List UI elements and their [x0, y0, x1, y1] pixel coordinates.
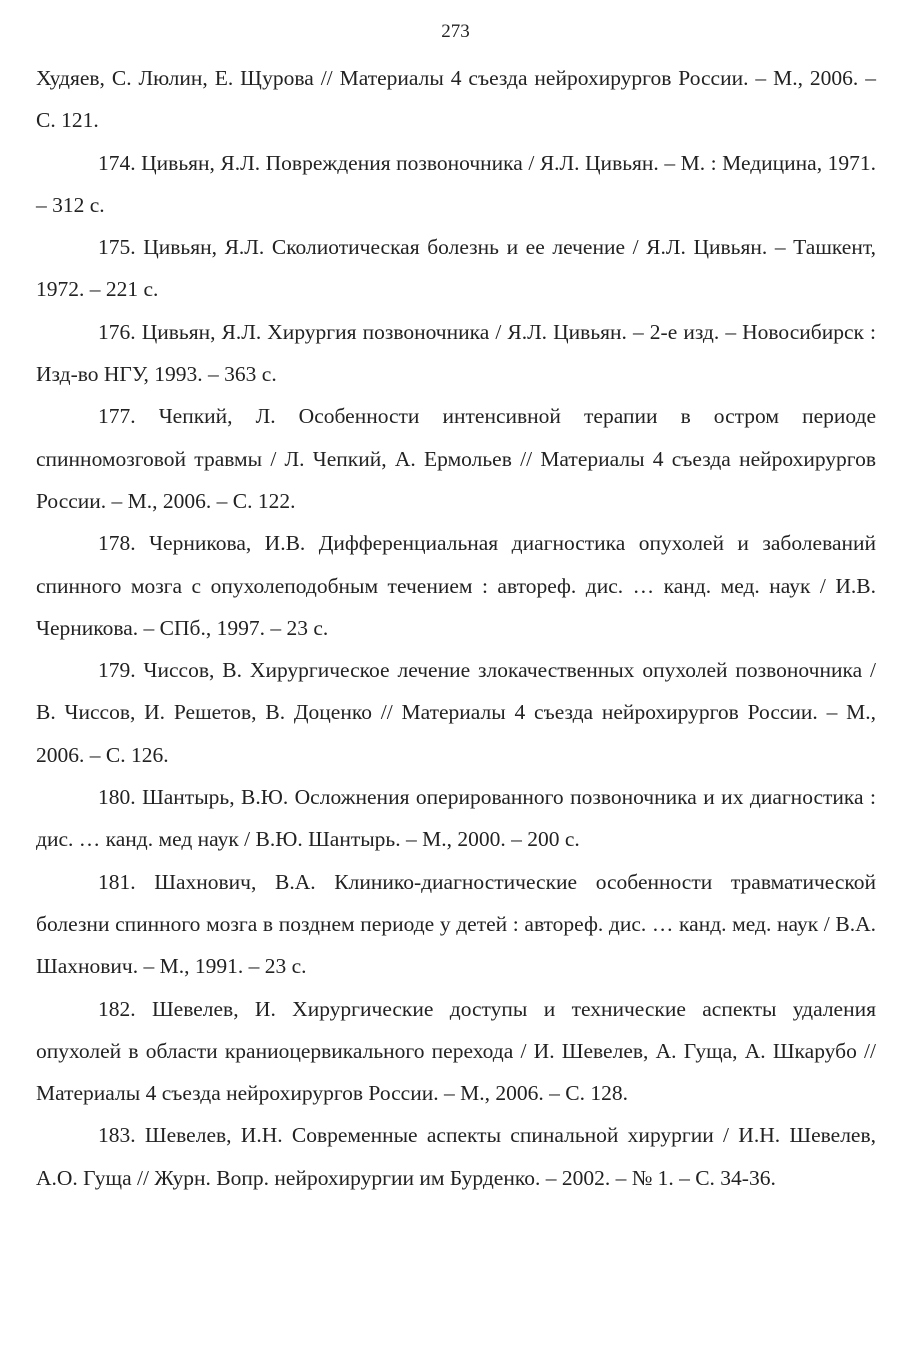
reference-181: 181. Шахнович, В.А. Клинико-диагностические особенности травматической болезни спинного мозга в позднем периоде у детей : автореф. дис. … канд. мед. наук / В.А. Шахнович. – М., 1991. – 23 с. [36, 869, 876, 979]
reference-179: 179. Чиссов, В. Хирургическое лечение злокачественных опухолей позвоночника / В. Чиссов, И. Решетов, В. Доценко // Материалы 4 съезда нейрохирургов России. – М., 2006. – С. 126. [36, 658, 876, 767]
reference-176: 176. Цивьян, Я.Л. Хирургия позвоночника / Я.Л. Цивьян. – 2-е изд. – Новосибирск : Изд-во НГУ, 1993. – 363 с. [36, 319, 876, 387]
reference-180: 180. Шантырь, В.Ю. Осложнения оперированного позвоночника и их диагностика : дис. … канд. мед наук / В.Ю. Шантырь. – М., 2000. – 200 с. [36, 785, 876, 852]
page-number: 273 [441, 21, 470, 42]
reference-178: 178. Черникова, И.В. Дифференциальная диагностика опухолей и заболеваний спинного мозга с опухолеподобным течением : автореф. дис. … канд. мед. наук / И.В. Черникова. – СПб., 1997. – 23 с. [36, 531, 876, 640]
reference-list [36, 57, 876, 1199]
reference-177: 177. Чепкий, Л. Особенности интенсивной терапии в остром периоде спинномозговой травмы / Л. Чепкий, А. Ермольев // Материалы 4 съезда нейрохирургов России. – М., 2006. – С. 122. [36, 404, 876, 513]
reference-175: 175. Цивьян, Я.Л. Сколиотическая болезнь и ее лечение / Я.Л. Цивьян. – Ташкент, 1972. – 221 с. [36, 235, 876, 302]
reference-174: 174. Цивьян, Я.Л. Повреждения позвоночника / Я.Л. Цивьян. – М. : Медицина, 1971. – 312 с. [36, 150, 876, 217]
reference-continuation: Худяев, С. Люлин, Е. Щурова // Материалы 4 съезда нейрохирургов России. – М., 2006. – С. 121. [36, 66, 876, 133]
reference-182: 182. Шевелев, И. Хирургические доступы и технические аспекты удаления опухолей в области краниоцервикального перехода / И. Шевелев, А. Гуща, А. Шкарубо // Материалы 4 съезда нейрохирургов России. – М., 2006. – С. 128. [36, 996, 876, 1106]
reference-183: 183. Шевелев, И.Н. Современные аспекты спинальной хирургии / И.Н. Шевелев, А.О. Гуща // Журн. Вопр. нейрохирургии им Бурденко. – 2002. – № 1. – С. 34-36. [36, 1123, 876, 1190]
